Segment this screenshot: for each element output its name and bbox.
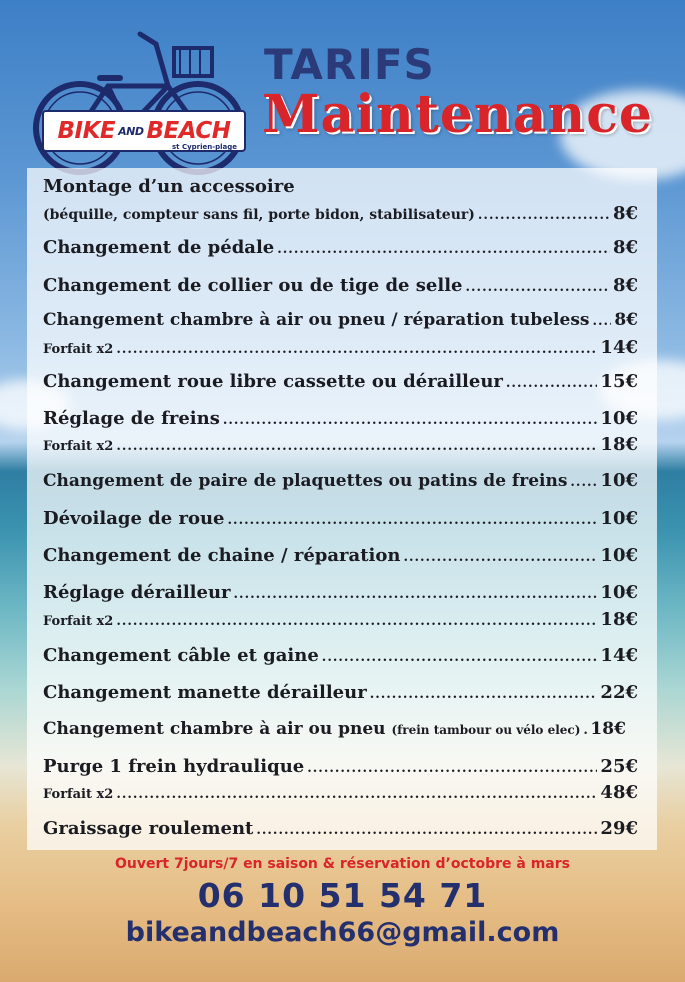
price-row	[43, 203, 638, 224]
brand-logo-part1: BIKE	[57, 118, 116, 144]
price-row-price: 29€	[600, 818, 638, 839]
price-row-price: 8€	[614, 310, 638, 330]
brand-location: st Cyprien-plage	[172, 143, 238, 151]
price-row-label: Forfait x2	[43, 787, 114, 802]
price-row	[43, 645, 638, 666]
leader-dots	[592, 314, 611, 329]
leader-dots	[583, 723, 587, 738]
price-row-label: Réglage dérailleur	[43, 582, 231, 603]
price-row-price: 18€	[600, 434, 638, 455]
price-row-price: 10€	[600, 408, 638, 429]
price-row-label: Réglage de freins	[43, 408, 220, 429]
price-row-label: Changement de chaine / réparation	[43, 545, 401, 566]
price-row	[43, 682, 638, 703]
price-row-price: 8€	[612, 237, 638, 258]
leader-dots	[116, 342, 597, 357]
price-row-price: 10€	[600, 508, 638, 529]
price-row-price: 14€	[600, 337, 638, 358]
price-row-label: Changement de collier ou de tige de selle	[43, 275, 463, 296]
leader-dots	[570, 475, 597, 490]
price-row-price: 10€	[600, 470, 638, 491]
price-row	[43, 371, 638, 392]
price-row-price: 18€	[600, 609, 638, 630]
price-row	[43, 508, 638, 529]
leader-dots	[234, 587, 598, 602]
bicycle-logo-icon	[28, 26, 248, 176]
price-row-label: Changement câble et gaine	[43, 645, 319, 666]
leader-dots	[322, 650, 598, 665]
leader-dots	[277, 242, 610, 257]
price-row-label: Changement roue libre cassette ou dérailleur	[43, 371, 503, 392]
price-row	[43, 275, 638, 296]
leader-dots	[478, 208, 610, 223]
title-tarifs: TARIFS	[264, 40, 435, 89]
price-row	[43, 719, 638, 739]
leader-dots	[466, 280, 610, 295]
price-row-label: Forfait x2	[43, 342, 114, 357]
price-row	[43, 310, 638, 330]
price-row-label: (béquille, compteur sans fil, porte bidon, stabilisateur)	[43, 207, 475, 223]
email-address: bikeandbeach66@gmail.com	[125, 917, 560, 948]
price-row-label-note: (frein tambour ou vélo elec)	[391, 723, 581, 737]
price-row-price: 25€	[600, 756, 638, 777]
price-row-price: 8€	[612, 203, 638, 224]
price-row-label: Changement manette dérailleur	[43, 682, 367, 703]
price-row-label: Montage d’un accessoire	[43, 176, 295, 197]
leader-dots	[223, 413, 598, 428]
phone-number: 06 10 51 54 71	[197, 876, 488, 915]
price-row	[43, 756, 638, 777]
leader-dots	[370, 687, 598, 702]
price-row-label: Changement chambre à air ou pneu / réparation tubeless	[43, 310, 590, 330]
price-row	[43, 545, 638, 566]
price-row-price: 18€	[590, 719, 626, 739]
price-row-price: 14€	[600, 645, 638, 666]
price-row	[43, 582, 638, 603]
price-row-label	[43, 719, 580, 739]
price-row	[43, 337, 638, 358]
leader-dots	[116, 614, 597, 629]
leader-dots	[228, 513, 598, 528]
price-row-price: 15€	[600, 371, 638, 392]
price-row	[43, 818, 638, 839]
price-row-label: Forfait x2	[43, 614, 114, 629]
price-row-label: Changement de paire de plaquettes ou patins de freins	[43, 471, 568, 491]
opening-hours: Ouvert 7jours/7 en saison & réservation d’octobre à mars	[115, 856, 570, 872]
leader-dots	[256, 823, 597, 838]
price-row-label: Changement de pédale	[43, 237, 275, 258]
price-row	[43, 434, 638, 455]
title-maintenance: Maintenance	[262, 84, 653, 145]
price-row	[43, 237, 638, 258]
price-row-label: Graissage roulement	[43, 818, 254, 839]
price-row	[43, 470, 638, 491]
leader-dots	[116, 787, 597, 802]
leader-dots	[116, 439, 597, 454]
price-row-price: 10€	[600, 545, 638, 566]
price-row-price: 22€	[600, 682, 638, 703]
brand-logo-part2: BEACH	[146, 118, 231, 144]
price-row	[43, 176, 638, 197]
price-row-price: 48€	[600, 782, 638, 803]
leader-dots	[307, 761, 597, 776]
price-row-label: Purge 1 frein hydraulique	[43, 756, 305, 777]
leader-dots	[506, 376, 598, 391]
price-row-price: 10€	[600, 582, 638, 603]
price-row-price: 8€	[612, 275, 638, 296]
price-row	[43, 609, 638, 630]
price-row	[43, 408, 638, 429]
brand-logo-and: AND	[118, 124, 144, 138]
price-row	[43, 782, 638, 803]
leader-dots	[403, 550, 597, 565]
price-row-label: Dévoilage de roue	[43, 508, 225, 529]
price-row-label-main: Changement chambre à air ou pneu	[43, 719, 386, 739]
price-row-label: Forfait x2	[43, 439, 114, 454]
